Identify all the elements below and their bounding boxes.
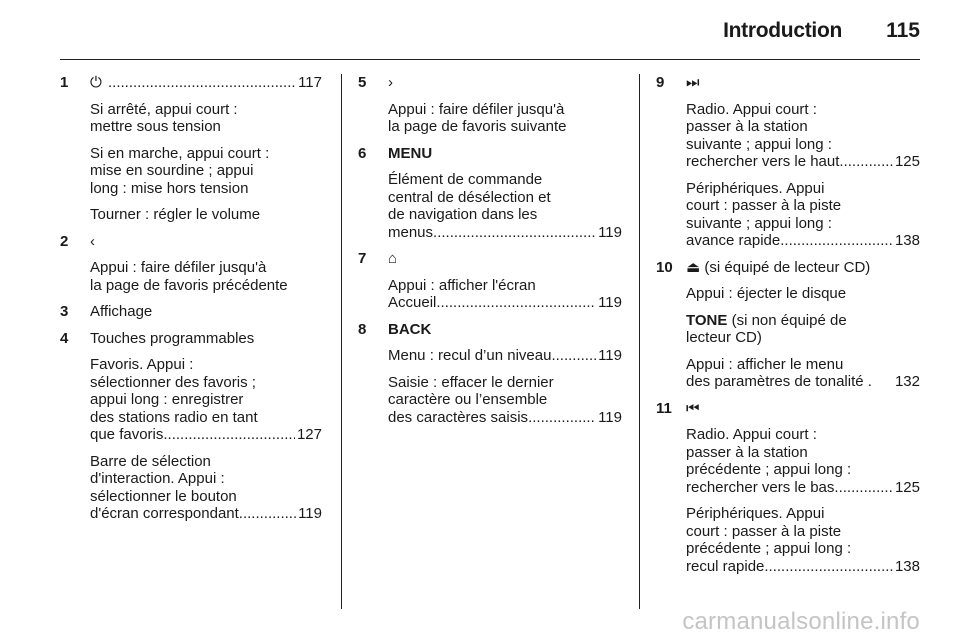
column-left bbox=[60, 74, 322, 523]
entry-number: 8 bbox=[358, 320, 367, 338]
entry-title: ⏏ (si équipé de lecteur CD) bbox=[686, 258, 871, 276]
page-ref[interactable]: 132 bbox=[894, 373, 920, 390]
page-ref[interactable]: 119 bbox=[598, 347, 622, 364]
skip-back-icon: ⏮ bbox=[686, 399, 700, 417]
page-ref[interactable]: 138 bbox=[894, 232, 920, 249]
entry-title: Touches programmables bbox=[90, 329, 255, 347]
header-divider bbox=[60, 59, 920, 60]
entry-title: BACK bbox=[388, 320, 432, 338]
paragraph: TONE (si non équipé de lecteur CD) bbox=[686, 311, 847, 346]
page-ref[interactable]: 138 bbox=[894, 557, 920, 575]
entry-number: 9 bbox=[656, 74, 665, 91]
page-ref[interactable]: 125 bbox=[894, 153, 920, 170]
entry-5 bbox=[358, 74, 622, 136]
entry-10 bbox=[656, 259, 920, 391]
page-ref[interactable]: 119 bbox=[598, 408, 622, 426]
entry-number: 2 bbox=[60, 232, 69, 250]
entry-7 bbox=[358, 250, 622, 312]
chevron-left-icon: ‹ bbox=[90, 232, 95, 250]
page-ref[interactable]: 119 bbox=[598, 223, 622, 241]
entry-2 bbox=[60, 233, 322, 295]
page-ref[interactable]: 119 bbox=[598, 294, 622, 311]
paragraph: Tourner : régler le volume bbox=[90, 206, 261, 223]
column-right bbox=[656, 74, 920, 575]
paragraph: Saisie : effacer le dernier caractère ou l’ensemble des caractères saisis ..... 119 bbox=[388, 374, 622, 427]
column-divider bbox=[639, 74, 640, 609]
entry-title: Affichage bbox=[90, 303, 153, 320]
paragraph: Appui : faire défiler jusqu'à la page de favoris suivante bbox=[388, 100, 567, 135]
page-ref[interactable]: 125 bbox=[894, 478, 920, 496]
paragraph: Favoris. Appui : sélectionner des favoris ; appui long : enregistrer des stations radio en tant que favoris ..... 127 bbox=[90, 356, 322, 444]
page-ref[interactable]: 127 bbox=[296, 426, 322, 443]
entry-number: 1 bbox=[60, 74, 69, 91]
paragraph: Barre de sélection d'interaction. Appui : sélectionner le bouton d'écran correspondant ..... 119 bbox=[90, 453, 322, 523]
paragraph: Si arrêté, appui court : mettre sous tension bbox=[90, 100, 238, 135]
entry-1 bbox=[60, 74, 322, 224]
paragraph: Menu : recul d’un niveau ..... 119 bbox=[388, 347, 622, 365]
power-icon: ⏻ bbox=[90, 74, 102, 91]
entry-3 bbox=[60, 303, 322, 321]
paragraph: Appui : afficher l'écran Accueil ..... 119 bbox=[388, 277, 622, 312]
entry-number: 6 bbox=[358, 144, 367, 162]
entry-11 bbox=[656, 400, 920, 576]
column-divider bbox=[341, 74, 342, 609]
entry-number: 11 bbox=[656, 399, 672, 417]
paragraph: Périphériques. Appui court : passer à la piste suivante ; appui long : avance rapide ..... 138 bbox=[686, 180, 920, 250]
paragraph: Radio. Appui court : passer à la station précédente ; appui long : rechercher vers le bas ..... 125 bbox=[686, 426, 920, 496]
page-number: 115 bbox=[886, 19, 920, 42]
entry-number: 7 bbox=[358, 250, 367, 267]
entry-number: 5 bbox=[358, 74, 367, 91]
paragraph: Périphériques. Appui court : passer à la piste précédente ; appui long : recul rapide ..... 138 bbox=[686, 505, 920, 575]
eject-icon: ⏏ bbox=[686, 258, 701, 276]
page-header bbox=[0, 0, 960, 60]
page-title: Introduction bbox=[723, 19, 842, 42]
page-ref[interactable]: 119 bbox=[298, 505, 322, 522]
entry-8 bbox=[358, 321, 622, 427]
paragraph: Si en marche, appui court : mise en sourdine ; appui long : mise hors tension bbox=[90, 144, 270, 197]
page-ref[interactable]: 117 bbox=[298, 74, 322, 91]
entry-4 bbox=[60, 330, 322, 523]
paragraph: Appui : afficher le menu des paramètres de tonalité . 132 bbox=[686, 355, 920, 390]
column-middle bbox=[358, 74, 622, 426]
entry-title: MENU bbox=[388, 144, 433, 162]
paragraph: Radio. Appui court : passer à la station suivante ; appui long : rechercher vers le haut ..... 125 bbox=[686, 101, 920, 171]
paragraph: Appui : faire défiler jusqu'à la page de favoris précédente bbox=[90, 259, 288, 294]
entry-number: 10 bbox=[656, 258, 673, 276]
chevron-right-icon: › bbox=[388, 74, 393, 91]
skip-forward-icon: ⏭ bbox=[686, 74, 700, 91]
entry-6 bbox=[358, 145, 622, 242]
watermark: carmanualsonline.info bbox=[682, 608, 920, 635]
entry-title-line bbox=[90, 74, 322, 92]
paragraph: Élément de commande central de désélection et de navigation dans les menus ..... 119 bbox=[388, 171, 622, 241]
entry-number: 3 bbox=[60, 303, 69, 320]
home-icon: ⌂ bbox=[388, 250, 398, 267]
entry-number: 4 bbox=[60, 329, 69, 347]
paragraph: Appui : éjecter le disque bbox=[686, 285, 847, 302]
entry-9 bbox=[656, 74, 920, 250]
